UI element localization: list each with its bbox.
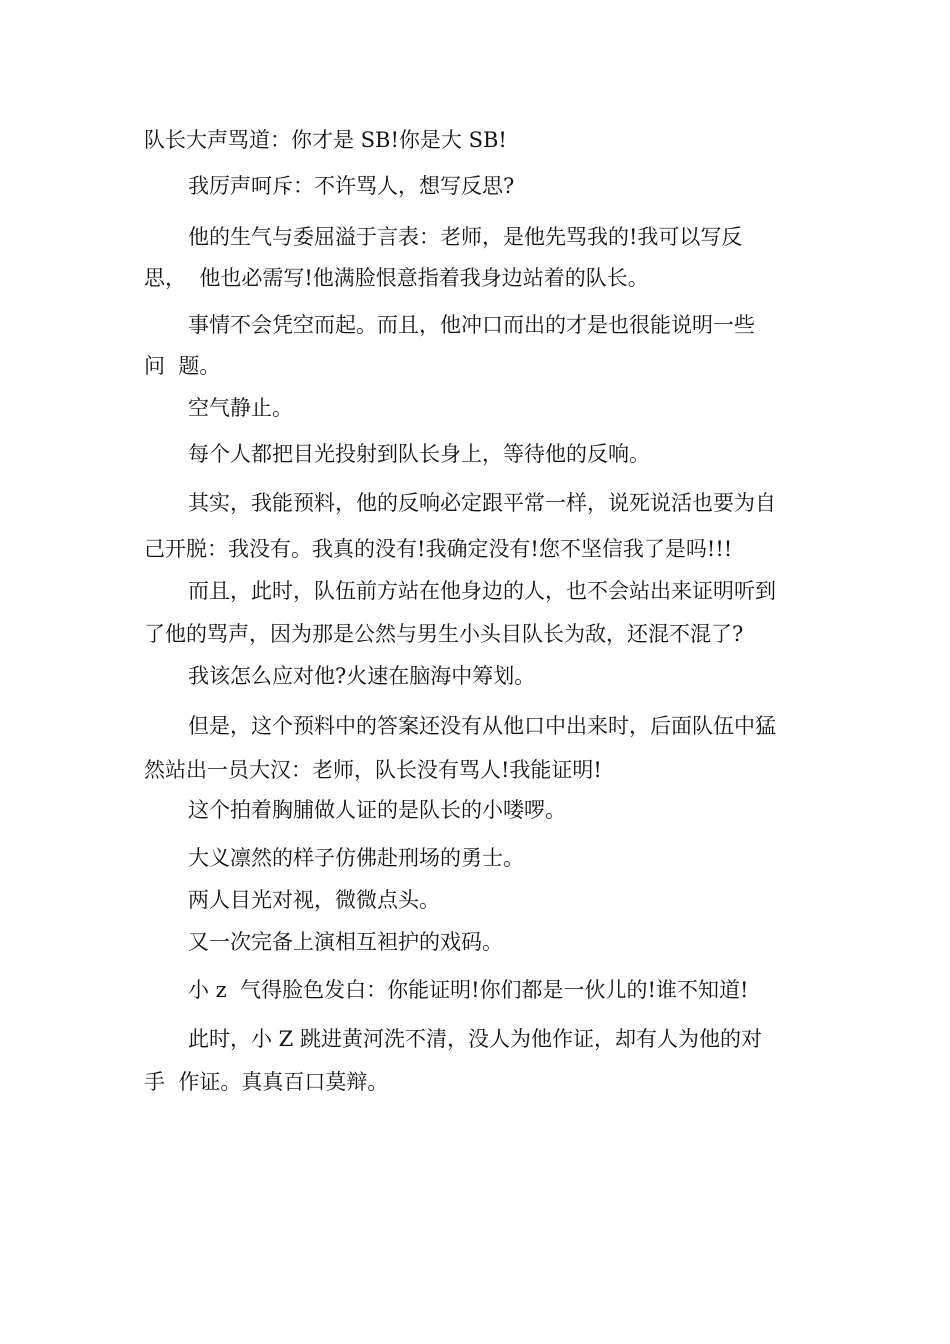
paragraph-line: 我厉声呵斥：不许骂人，想写反思? xyxy=(188,174,515,198)
paragraph-line: 空气静止。 xyxy=(188,396,293,420)
paragraph-line: 队长大声骂道：你才是 SB!你是大 SB! xyxy=(144,128,507,152)
paragraph-line: 手 作证。真真百口莫辩。 xyxy=(144,1070,389,1094)
paragraph-line: 此时，小 Z 跳进黄河洗不清，没人为他作证，却有人为他的对 xyxy=(188,1027,762,1051)
paragraph-line: 然站出一员大汉：老师，队长没有骂人!我能证明! xyxy=(144,758,602,782)
paragraph-line: 又一次完备上演相互袒护的戏码。 xyxy=(188,930,503,954)
paragraph-line: 事情不会凭空而起。而且，他冲口而出的才是也很能说明一些 xyxy=(188,313,755,337)
paragraph-line: 小 z 气得脸色发白：你能证明!你们都是一伙儿的!谁不知道! xyxy=(188,978,749,1002)
paragraph-line: 问 题。 xyxy=(144,354,221,378)
paragraph-line: 但是，这个预料中的答案还没有从他口中出来时，后面队伍中猛 xyxy=(188,714,776,738)
paragraph-line: 大义凛然的样子仿佛赴刑场的勇士。 xyxy=(188,846,524,870)
paragraph-line: 我该怎么应对他?火速在脑海中筹划。 xyxy=(188,664,536,688)
paragraph-line: 他的生气与委屈溢于言表：老师，是他先骂我的!我可以写反 xyxy=(188,225,743,249)
paragraph-line: 而且，此时，队伍前方站在他身边的人，也不会站出来证明听到 xyxy=(188,579,776,603)
paragraph-line: 每个人都把目光投射到队长身上，等待他的反响。 xyxy=(188,442,650,466)
paragraph-line: 这个拍着胸脯做人证的是队长的小喽啰。 xyxy=(188,798,566,822)
paragraph-line: 己开脱：我没有。我真的没有!我确定没有!您不坚信我了是吗!!! xyxy=(144,537,733,561)
paragraph-line: 思， 他也必需写!他满脸恨意指着我身边站着的队长。 xyxy=(144,266,649,290)
paragraph-line: 了他的骂声，因为那是公然与男生小头目队长为敌，还混不混了? xyxy=(144,622,744,646)
paragraph-line: 两人目光对视，微微点头。 xyxy=(188,888,440,912)
paragraph-line: 其实，我能预料，他的反响必定跟平常一样，说死说活也要为自 xyxy=(188,491,776,515)
